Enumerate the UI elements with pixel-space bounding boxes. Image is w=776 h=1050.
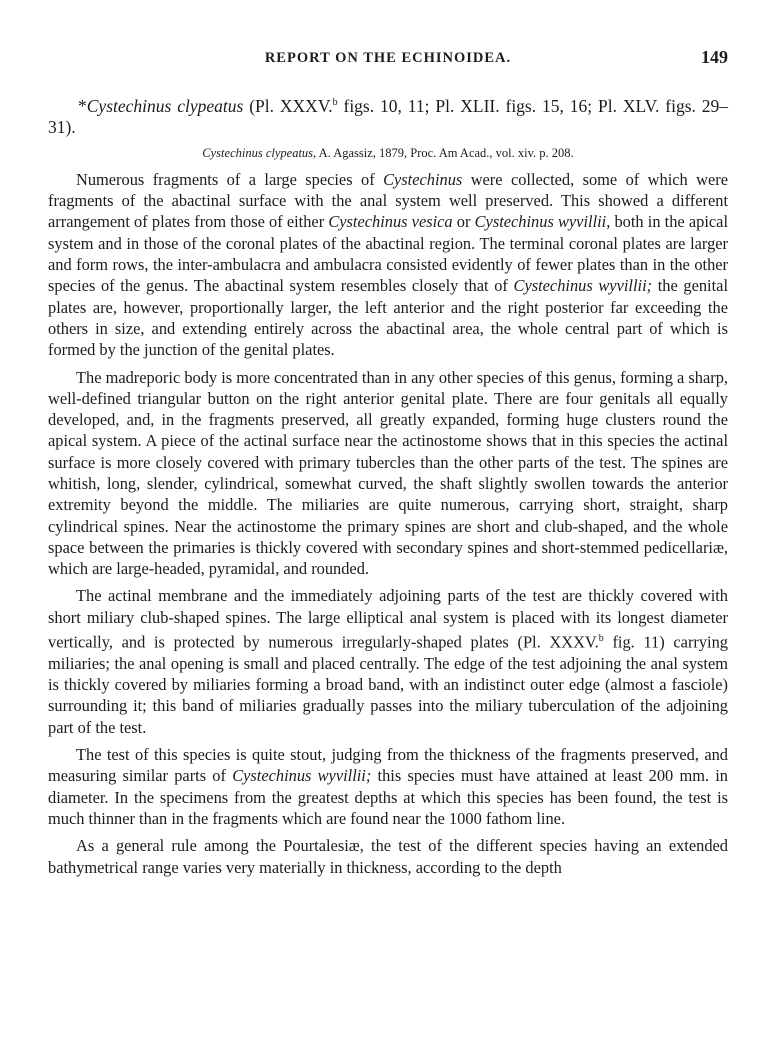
citation-reference: A. Agassiz, 1879, Proc. Am Acad., vol. xiv. p. 208. — [316, 145, 574, 160]
page-number: 149 — [701, 47, 728, 67]
species-heading — [48, 92, 728, 138]
paragraph-3: The actinal membrane and the immediately adjoining parts of the test are thickly covered with short miliary club-shaped spines. The large elliptical anal system is placed with its longest diameter vertically, and is protected by numerous irregularly-shaped plates (Pl. XXXV.$^b$ fig. 11) carrying miliaries; the anal opening is small and placed centrally. The edge of the test adjoining the anal system is thickly covered by miliaries forming a broad band, with an indistinct outer edge (almost a fasciole) surrounding it; this band of miliaries gradually passes into the miliary tuberculation of the adjoining part of the test. — [48, 586, 728, 737]
running-head: REPORT ON THE ECHINOIDEA. — [264, 50, 512, 66]
paragraph-5: As a general rule among the Pourtalesiæ, the test of the different species having an extended bathymetrical range varies very materially in thickness, according to the depth — [48, 836, 728, 877]
species-plates: (Pl. XXXV.$^b$ figs. 10, 11; Pl. XLII. figs. 15, 16; Pl. XLV. figs. 29–31). — [48, 95, 729, 137]
species-marker: * — [78, 95, 87, 116]
citation-name: Cystechinus clypeatus, — [202, 145, 317, 160]
paragraph-2: The madreporic body is more concentrated than in any other species of this genus, forming a sharp, well-defined triangular button on the right anterior genital plate. There are four genitals all equally developed, and, in the fragments preserved, all greatly expanded, forming huge clusters round the apical system. A piece of the actinal surface near the actinostome shows that in this species the actinal surface is more closely covered with primary tubercles than the other parts of the test. The spines are whitish, long, slender, cylindrical, somewhat curved, the shaft slightly swollen towards the anterior extremity beyond the middle. The miliaries are quite numerous, carrying short, straight, sharp cylindrical spines. Near the actinostome the primary spines are short and club-shaped, and the whole space between the primaries is thickly covered with secondary spines and short-stemmed pedicellariæ, which are large-headed, pyramidal, and rounded. — [48, 367, 728, 579]
species-name: Cystechinus clypeatus — [86, 95, 244, 116]
citation — [48, 146, 728, 161]
page-header — [48, 40, 728, 68]
page — [48, 40, 728, 884]
paragraph-1: Numerous fragments of a large species of Cystechinus were collected, some of which were fragments of the abactinal surface with the anal system well preserved. This showed a different arrangement of plates from those of either Cystechinus vesica or Cystechinus wyvillii, both in the apical system and in those of the coronal plates of the abactinal region. The terminal coronal plates are larger and form rows, the inter-ambulacra and ambulacra consisted evidently of fewer plates than in the other species of the genus. The abactinal system resembles closely that of Cystechinus wyvillii; the genital plates are, however, proportionally larger, the left anterior and the right posterior far exceeding the others in size, and extending entirely across the abactinal area, the whole central part of which is formed by the junction of the genital plates. — [48, 169, 728, 360]
paragraph-4: The test of this species is quite stout, judging from the thickness of the fragments preserved, and measuring similar parts of Cystechinus wyvillii; this species must have attained at least 200 mm. in diameter. In the specimens from the greatest depths at which this species has been found, the test is much thinner than in the fragments which are found near the 1000 fathom line. — [48, 745, 729, 828]
